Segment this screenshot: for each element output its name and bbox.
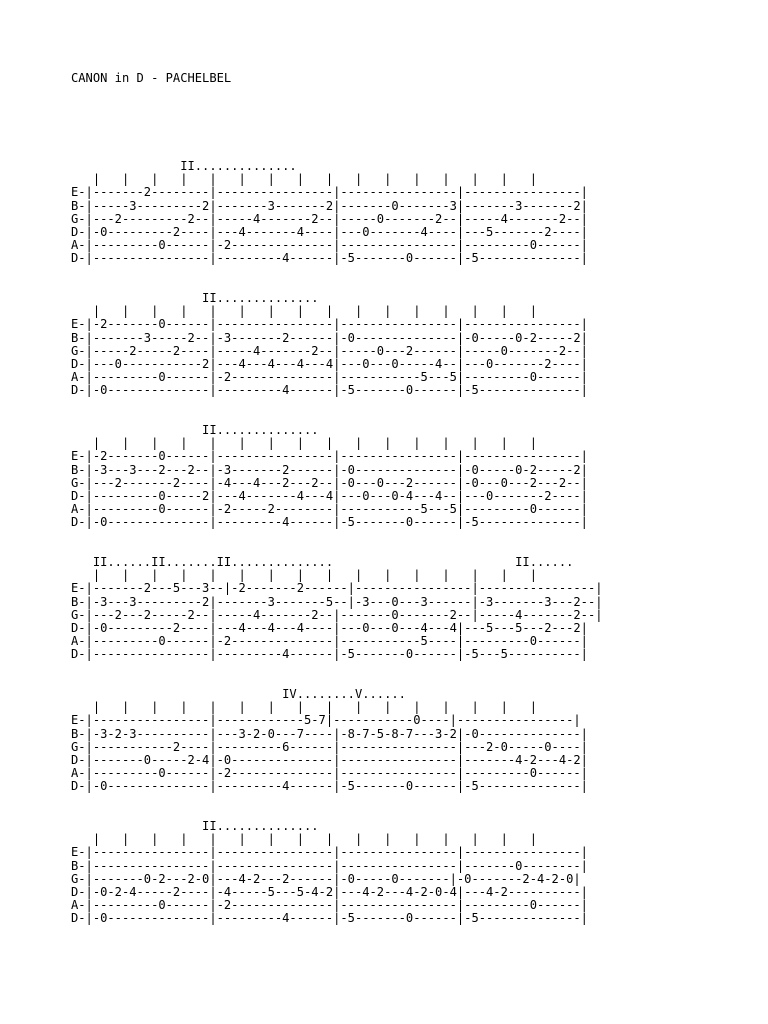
tab-system-1	[71, 160, 588, 266]
string-line-high-e: E-|-2-------0------|----------------|----------------|----------------|	[71, 317, 588, 332]
string-line-b: B-|----------------|----------------|----------------|-------0--------|	[71, 858, 588, 873]
position-marker-line: II..............	[71, 423, 319, 437]
beat-marker-line: | | | | | | | | | | | | | | | |	[71, 436, 537, 451]
string-line-d: D-|-0---------2----|---4---4---4----|---0---0---4---4|---5---5---2---2|	[71, 620, 588, 635]
string-line-a: A-|---------0------|-2--------------|----------------|---------0------|	[71, 766, 588, 781]
beat-marker-line: | | | | | | | | | | | | | | | |	[71, 832, 537, 847]
string-line-high-e: E-|-------2---5---3--|-2-------2------|----------------|----------------|	[71, 581, 603, 596]
string-line-a: A-|---------0------|-2--------------|----------------|---------0------|	[71, 238, 588, 253]
string-line-a: A-|---------0------|-2--------------|----------------|---------0------|	[71, 898, 588, 913]
string-line-low-d: D-|----------------|---------4------|-5-------0------|-5--------------|	[71, 251, 588, 266]
string-line-high-e: E-|-------2--------|----------------|----------------|----------------|	[71, 185, 588, 200]
string-line-g: G-|-----2-----2----|-----4-------2--|-----0---2------|-----0-------2--|	[71, 343, 588, 358]
string-line-high-e: E-|----------------|------------5-7|-----------0----|----------------|	[71, 713, 581, 728]
string-line-d: D-|---0-----------2|---4---4---4---4|---0---0-----4--|---0-------2----|	[71, 356, 588, 371]
string-line-a: A-|---------0------|-2--------------|-----------5----|---------0------|	[71, 634, 588, 649]
beat-marker-line: | | | | | | | | | | | | | | | |	[71, 700, 537, 715]
tab-system-5	[71, 688, 588, 794]
position-marker-line: IV........V......	[71, 687, 406, 701]
beat-marker-line: | | | | | | | | | | | | | | | |	[71, 304, 537, 319]
string-line-low-d: D-|-0--------------|---------4------|-5-------0------|-5--------------|	[71, 383, 588, 398]
string-line-d: D-|-0---------2----|---4-------4----|---0-------4----|---5-------2----|	[71, 224, 588, 239]
string-line-low-d: D-|----------------|---------4------|-5-------0------|-5---5----------|	[71, 647, 588, 662]
string-line-d: D-|---------0-----2|---4-------4---4|---0---0-4---4--|---0-------2----|	[71, 488, 588, 503]
tab-system-3	[71, 424, 588, 530]
position-marker-line: II..............	[71, 819, 319, 833]
string-line-low-d: D-|-0--------------|---------4------|-5-------0------|-5--------------|	[71, 911, 588, 926]
string-line-b: B-|-----3---------2|-------3-------2|-------0-------3|-------3-------2|	[71, 198, 588, 213]
string-line-b: B-|-3---3---2---2--|-3-------2------|-0--------------|-0-----0-2-----2|	[71, 462, 588, 477]
string-line-low-d: D-|-0--------------|---------4------|-5-------0------|-5--------------|	[71, 515, 588, 530]
string-line-b: B-|-------3-----2--|-3-------2------|-0--------------|-0-----0-2-----2|	[71, 330, 588, 345]
string-line-low-d: D-|-0--------------|---------4------|-5-------0------|-5--------------|	[71, 779, 588, 794]
beat-marker-line: | | | | | | | | | | | | | | | |	[71, 568, 537, 583]
position-marker-line: II..............	[71, 291, 319, 305]
tab-system-2	[71, 292, 588, 398]
position-marker-line: II......II.......II.............. II......	[71, 555, 574, 569]
position-marker-line: II..............	[71, 159, 297, 173]
string-line-a: A-|---------0------|-2-----2--------|-----------5---5|---------0------|	[71, 502, 588, 517]
string-line-g: G-|---2---2-----2--|-----4-------2--|-------0-------2--|-----4-------2--|	[71, 607, 603, 622]
tab-system-6	[71, 820, 588, 926]
beat-marker-line: | | | | | | | | | | | | | | | |	[71, 172, 537, 187]
string-line-g: G-|---2---------2--|-----4-------2--|-----0-------2--|-----4-------2--|	[71, 211, 588, 226]
string-line-d: D-|-0-2-4-----2----|-4-----5---5-4-2|---4-2---4-2-0-4|---4-2----------|	[71, 884, 588, 899]
string-line-g: G-|-------0-2---2-0|---4-2---2------|-0-----0-------|-0-------2-4-2-0|	[71, 871, 581, 886]
string-line-g: G-|-----------2----|---------6------|----------------|---2-0-----0----|	[71, 739, 588, 754]
tab-system-4	[71, 556, 603, 662]
string-line-a: A-|---------0------|-2--------------|-----------5---5|---------0------|	[71, 370, 588, 385]
string-line-b: B-|-3---3---------2|-------3-------5--|-3---0---3------|-3-------3---2--|	[71, 594, 603, 609]
string-line-b: B-|-3-2-3----------|---3-2-0---7----|-8-7-5-8-7---3-2|-0--------------|	[71, 726, 588, 741]
string-line-g: G-|---2-------2----|-4---4---2---2--|-0---0---2------|-0---0---2---2--|	[71, 475, 588, 490]
string-line-high-e: E-|-2-------0------|----------------|----------------|----------------|	[71, 449, 588, 464]
string-line-high-e: E-|----------------|----------------|----------------|----------------|	[71, 845, 588, 860]
page-title: CANON in D - PACHELBEL	[71, 71, 232, 85]
string-line-d: D-|-------0-----2-4|-0--------------|----------------|-------4-2---4-2|	[71, 752, 588, 767]
